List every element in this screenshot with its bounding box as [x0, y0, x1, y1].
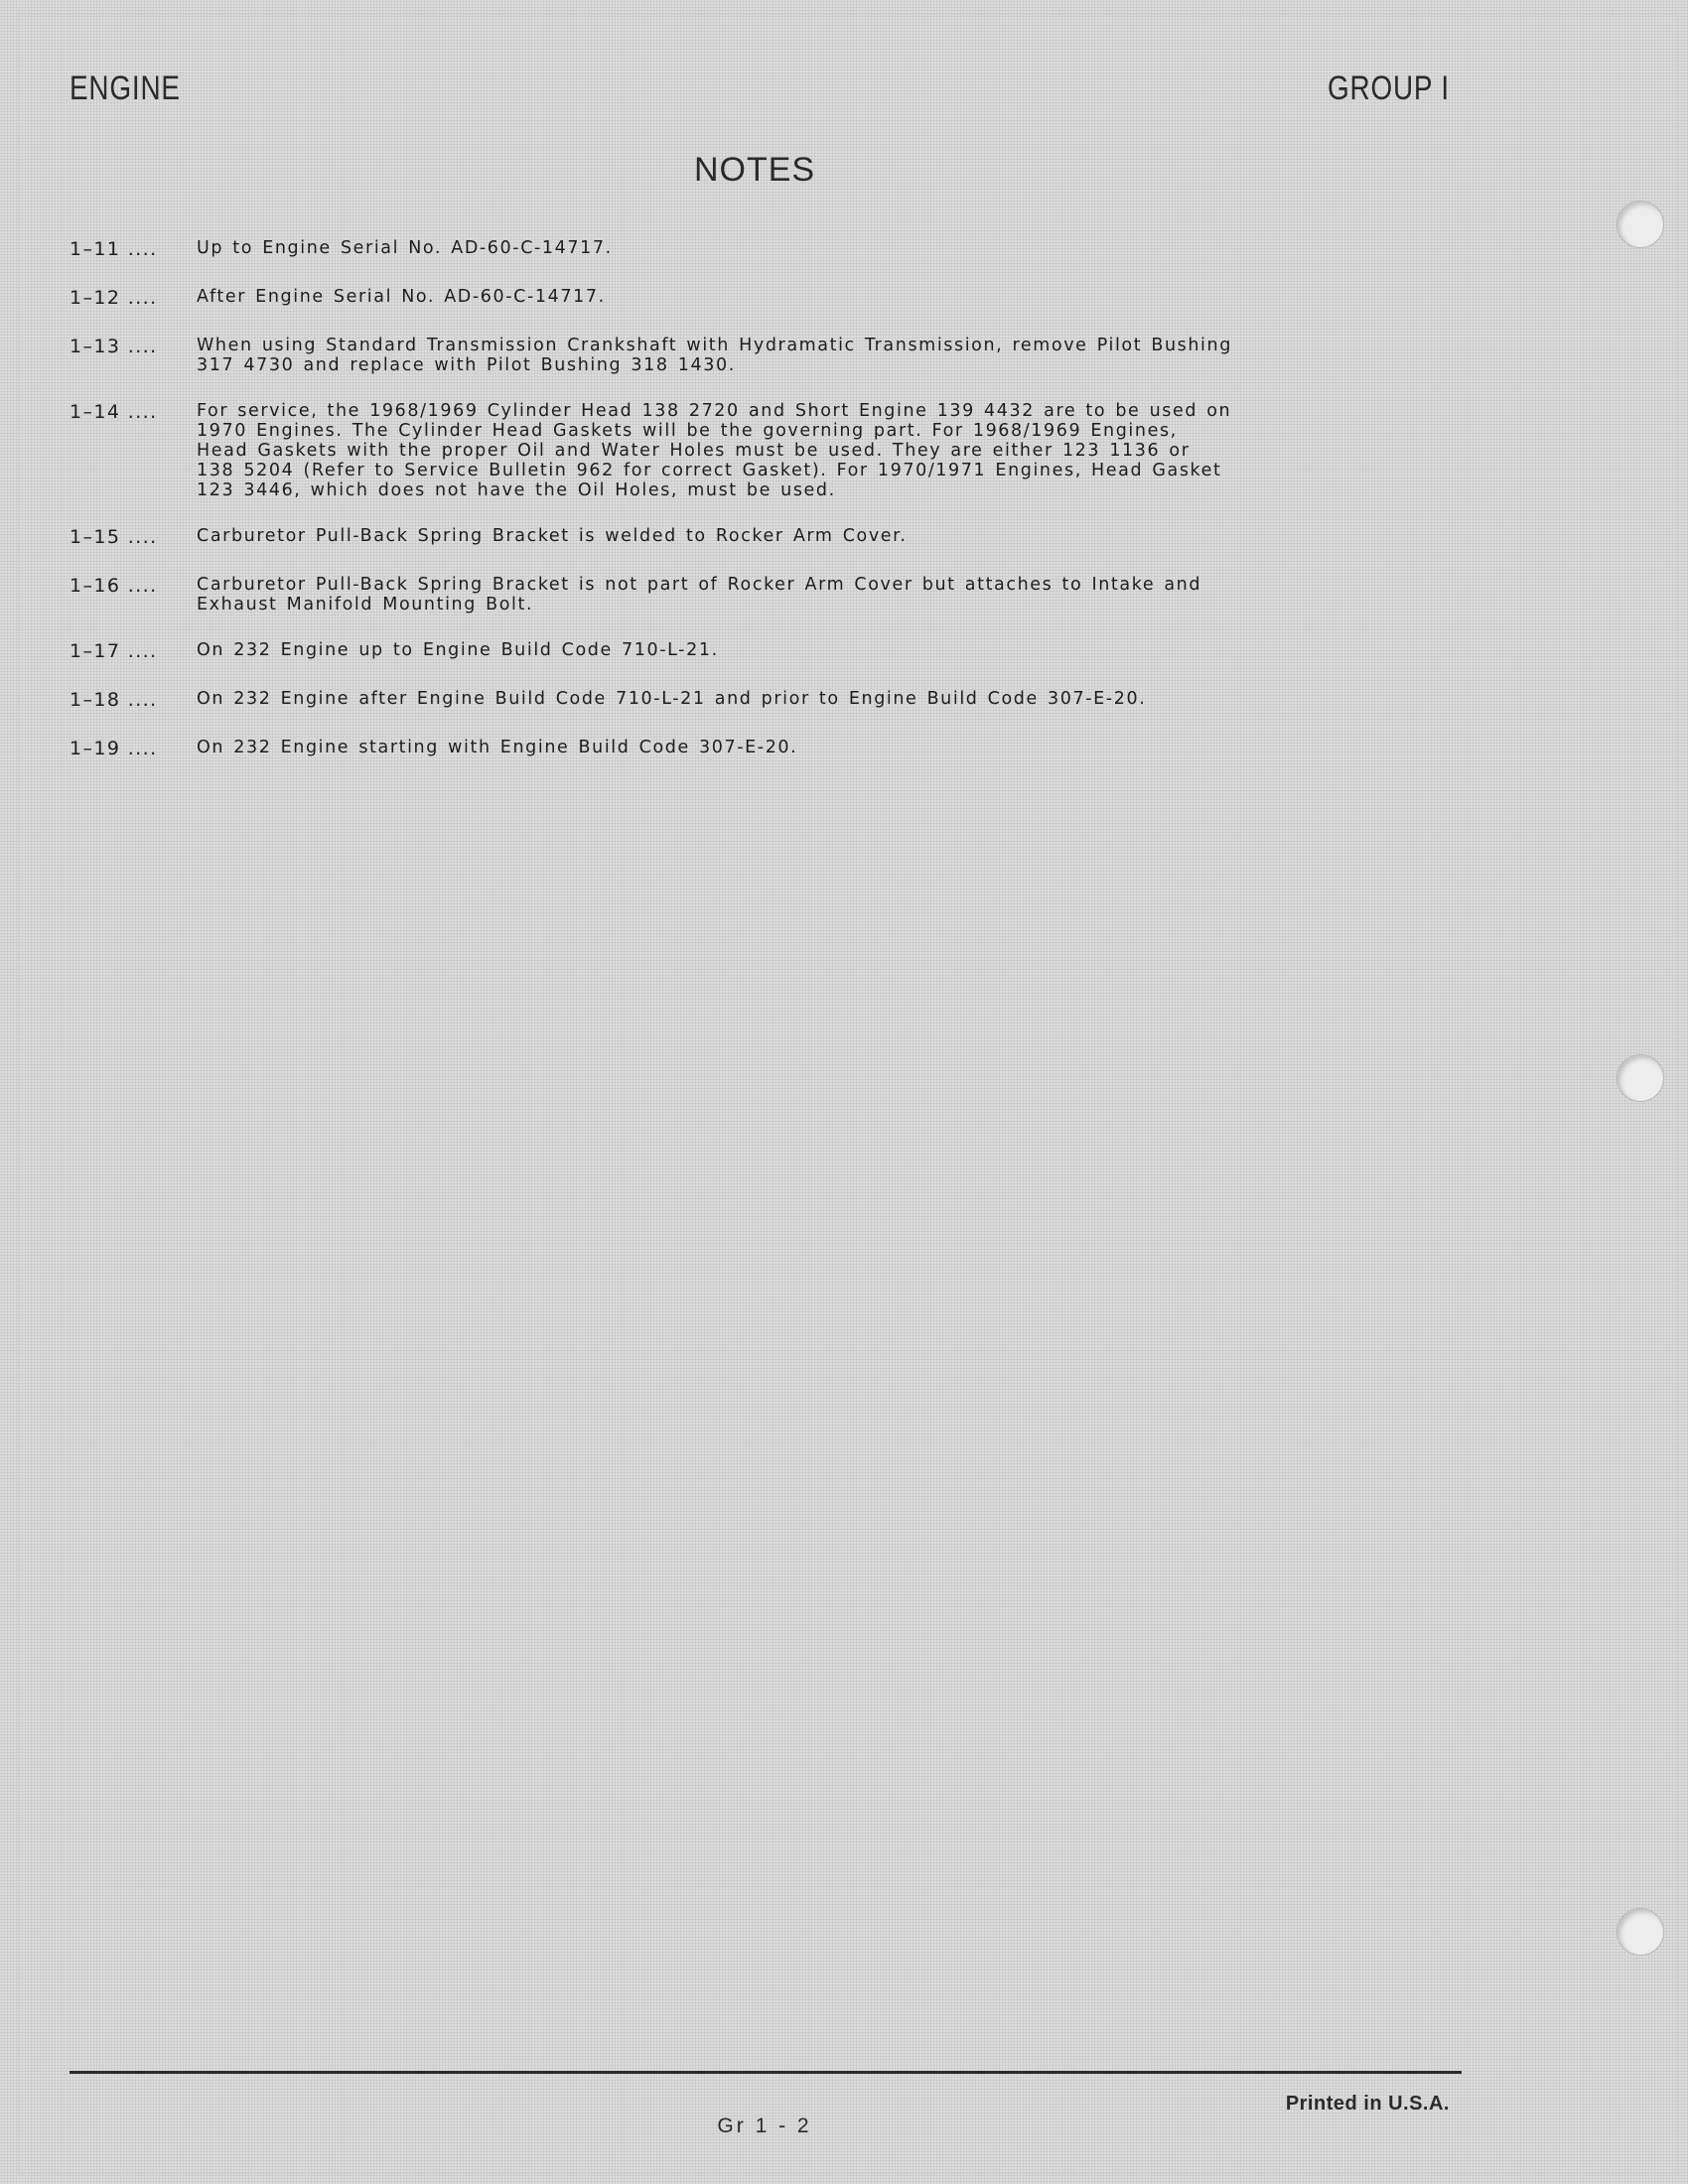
group-header: GROUP I [1328, 69, 1450, 107]
note-item [70, 238, 1340, 261]
note-number: 1–13 .... [70, 336, 158, 357]
note-item [70, 401, 1340, 500]
notes-list [70, 238, 1340, 786]
note-item [70, 287, 1340, 310]
note-text: When using Standard Transmission Crankshaft with Hydramatic Transmission, remove Pilot Bushing 317 4730 and replace with Pilot Bushing 318 1430. [197, 336, 1232, 375]
note-text: Up to Engine Serial No. AD-60-C-14717. [197, 238, 613, 258]
note-text: Carburetor Pull-Back Spring Bracket is welded to Rocker Arm Cover. [197, 526, 908, 546]
note-text: On 232 Engine after Engine Build Code 710-L-21 and prior to Engine Build Code 307-E-20. [197, 689, 1147, 709]
note-item [70, 526, 1340, 549]
note-text: For service, the 1968/1969 Cylinder Head 138 2720 and Short Engine 139 4432 are to be used on 1970 Engines. The Cylinder Head Gaskets will be the governing part. For 1968/1969 Engines, Head Gaskets with the proper Oil and Water Holes must be used. They are either 123 1136 or 138 5204 (Refer to Service Bulletin 962 for correct Gasket). For 1970/1971 Engines, Head Gasket 123 3446, which does not have the Oil Holes, must be used. [197, 401, 1232, 500]
note-text: On 232 Engine up to Engine Build Code 710-L-21. [197, 640, 719, 660]
note-item [70, 689, 1340, 712]
note-number: 1–16 .... [70, 575, 158, 597]
note-item [70, 336, 1340, 375]
note-number: 1–17 .... [70, 640, 158, 662]
note-number: 1–19 .... [70, 738, 158, 759]
note-number: 1–14 .... [70, 401, 158, 423]
section-header: ENGINE [70, 69, 181, 107]
note-item [70, 738, 1340, 760]
note-number: 1–11 .... [70, 238, 158, 260]
punch-hole [1617, 1908, 1664, 1956]
note-number: 1–15 .... [70, 526, 158, 548]
note-number: 1–18 .... [70, 689, 158, 711]
note-item [70, 575, 1340, 614]
punch-hole [1617, 201, 1664, 248]
page-title: NOTES [693, 151, 816, 189]
note-text: After Engine Serial No. AD-60-C-14717. [197, 287, 606, 307]
printed-in-label: Printed in U.S.A. [1285, 2093, 1450, 2115]
footer-rule [70, 2071, 1462, 2074]
note-number: 1–12 .... [70, 287, 158, 309]
note-item [70, 640, 1340, 663]
note-text: Carburetor Pull-Back Spring Bracket is not part of Rocker Arm Cover but attaches to Intake and Exhaust Manifold Mounting Bolt. [197, 575, 1202, 614]
punch-hole [1617, 1054, 1664, 1102]
note-text: On 232 Engine starting with Engine Build Code 307-E-20. [197, 738, 798, 757]
page-number: Gr 1 - 2 [717, 2115, 812, 2137]
